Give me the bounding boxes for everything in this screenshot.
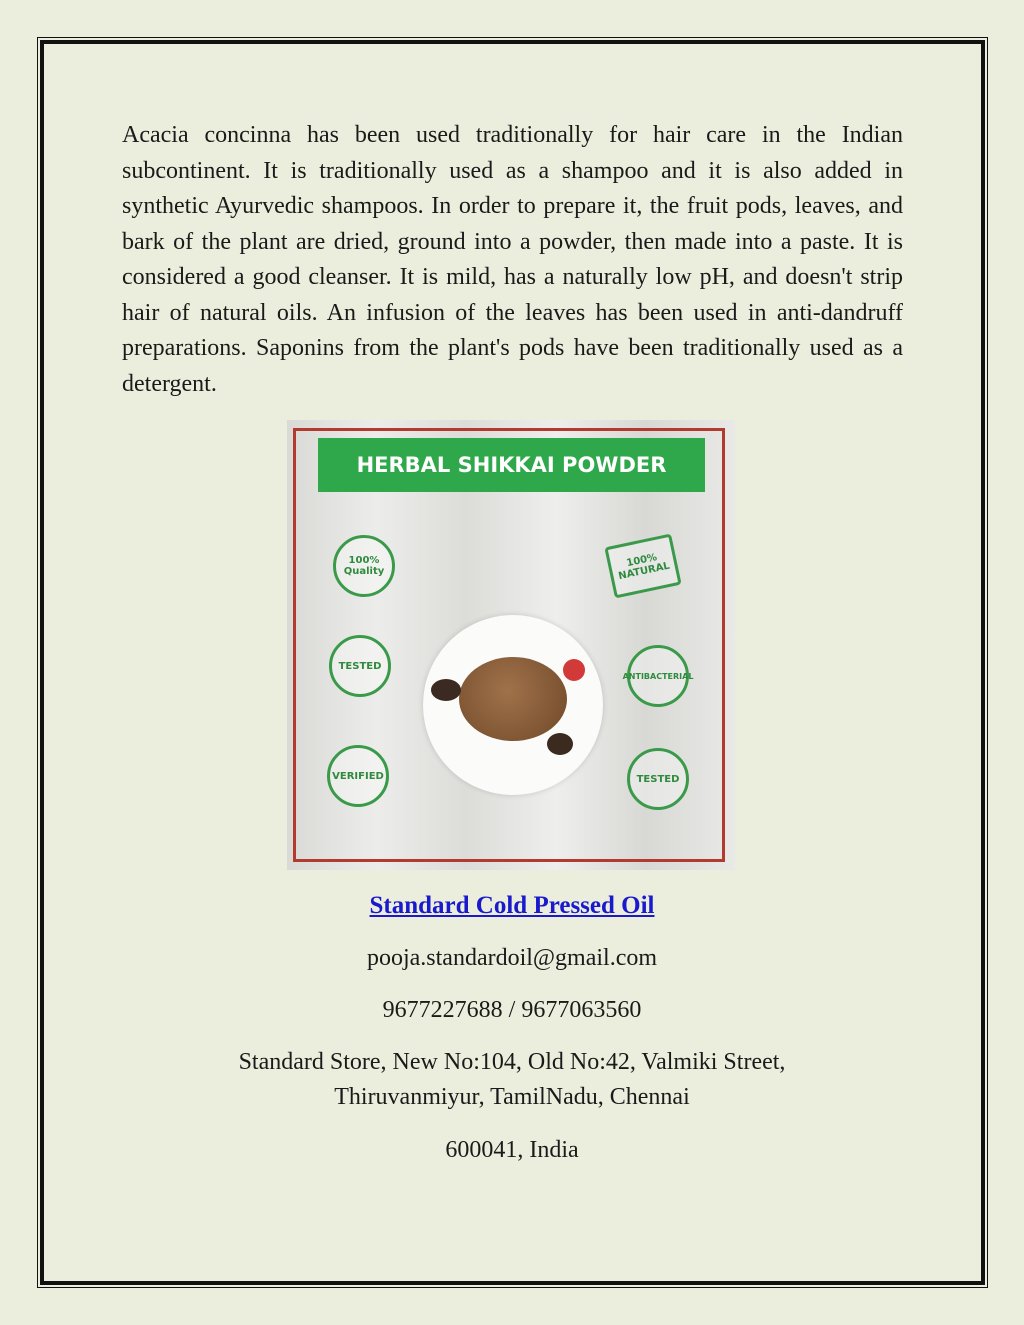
tested-badge-icon xyxy=(329,635,391,697)
postal-code: 600041, India xyxy=(445,1137,579,1163)
body-paragraph: Acacia concinna has been used traditionally for hair care in the Indian subcontinent. It is traditionally used as a shampoo and it is also added in synthetic Ayurvedic shampoos. In order to prepare it, the fruit pods, leaves, and bark of the plant are dried, ground into a powder, then made into a paste. It is considered a good cleanser. It is mild, has a naturally low pH, and doesn't strip hair of natural oils. An infusion of the leaves has been used in anti-dandruff preparations. Saponins from the plant's pods have been traditionally used as a detergent. xyxy=(122,122,903,397)
flower-icon xyxy=(563,659,585,681)
company-link[interactable]: Standard Cold Pressed Oil xyxy=(369,892,655,919)
antibacterial-badge-icon xyxy=(622,645,694,707)
tested-badge-label: TESTED xyxy=(636,773,680,785)
powder-bowl-icon xyxy=(423,615,603,795)
seed-pod-icon xyxy=(547,733,573,755)
product-banner xyxy=(318,438,705,492)
verified-badge-label: VERIFIED xyxy=(332,770,384,782)
shikakai-powder xyxy=(459,657,567,741)
antibacterial-badge-label: ANTIBACTERIAL xyxy=(622,671,694,681)
tested-badge-icon xyxy=(627,748,689,810)
quality-badge-icon xyxy=(333,535,395,597)
quality-badge-label: 100% Quality xyxy=(343,555,385,577)
tested-badge-label: TESTED xyxy=(338,660,382,672)
product-image xyxy=(287,420,735,870)
contact-email: pooja.standardoil@gmail.com xyxy=(366,945,658,971)
address-line-2: Thiruvanmiyur, TamilNadu, Chennai xyxy=(334,1084,690,1110)
address-line-1: Standard Store, New No:104, Old No:42, Valmiki Street, xyxy=(238,1049,786,1075)
seed-pod-icon xyxy=(431,679,461,701)
contact-phone: 9677227688 / 9677063560 xyxy=(382,997,642,1023)
natural-badge-label: 100% NATURAL xyxy=(617,552,671,583)
verified-badge-icon xyxy=(327,745,389,807)
product-banner-text: HERBAL SHIKKAI POWDER xyxy=(356,453,667,477)
